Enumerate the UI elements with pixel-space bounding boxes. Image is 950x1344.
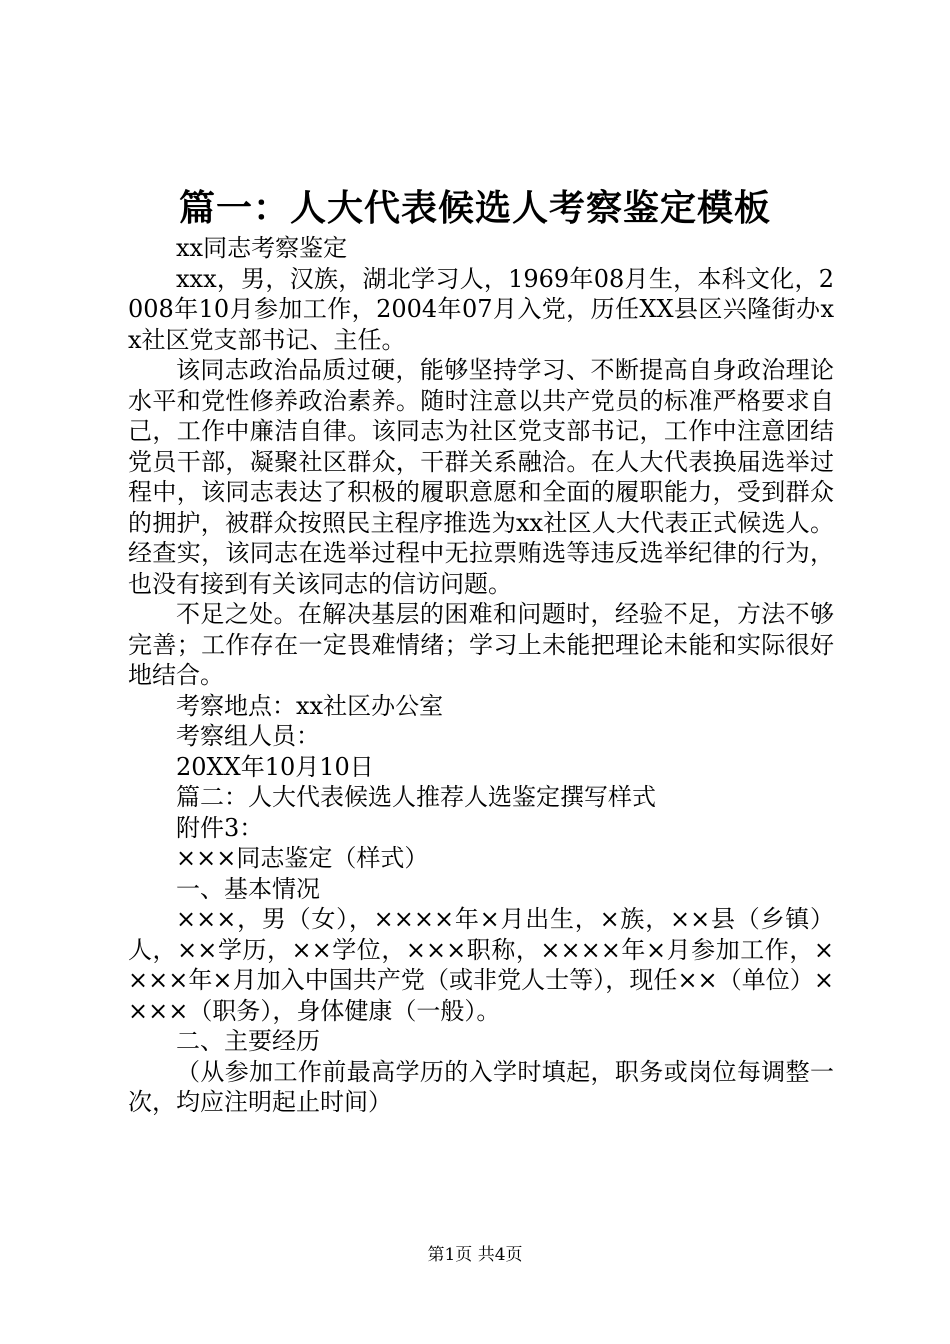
paragraph: 附件3： (176, 813, 264, 842)
paragraph: 篇二：人大代表候选人推荐人选鉴定撰写样式 (176, 783, 656, 811)
paragraph: ×××，男（女），××××年×月出生，×族，××县（乡镇）人，××学历，××学位，×××职称，××××年×月参加工作，××××年×月加入中国共产党（或非党人士等），现任××（单位）××××（职务），身体健康（一般）。 (128, 905, 834, 1025)
paragraph: 20XX年10月10日 (176, 752, 374, 781)
paragraph: 一、基本情况 (176, 874, 320, 903)
paragraph: 二、主要经历 (176, 1027, 320, 1055)
document-body (128, 233, 834, 1118)
paragraph: 考察组人员： (176, 722, 320, 750)
document-title: 篇一：人大代表候选人考察鉴定模板 (178, 187, 771, 229)
paragraph: 不足之处。在解决基层的困难和问题时，经验不足，方法不够完善；工作存在一定畏难情绪；学习上未能把理论未能和实际很好地结合。 (128, 600, 834, 689)
paragraph: ×××同志鉴定（样式） (176, 844, 429, 872)
page-number: 第1页 共4页 (427, 1245, 523, 1265)
paragraph: xx同志考察鉴定 (176, 234, 348, 262)
paragraph: 该同志政治品质过硬，能够坚持学习、不断提高自身政治理论水平和党性修养政治素养。随时注意以共产党员的标准严格要求自己，工作中廉洁自律。该同志为社区党支部书记，工作中注意团结党员干部，凝聚社区群众，干群关系融洽。在人大代表换届选举过程中，该同志表达了积极的履职意愿和全面的履职能力，受到群众的拥护，被群众按照民主程序推选为xx社区人大代表正式候选人。经查实，该同志在选举过程中无拉票贿选等违反选举纪律的行为，也没有接到有关该同志的信访问题。 (128, 356, 834, 598)
paragraph: 考察地点：xx社区办公室 (176, 691, 444, 720)
paragraph: xxx，男，汉族，湖北学习人，1969年08月生，本科文化，2008年10月参加工作，2004年07月入党，历任XX县区兴隆街办xx社区党支部书记、主任。 (128, 264, 834, 354)
paragraph: （从参加工作前最高学历的入学时填起，职务或岗位每调整一次，均应注明起止时间） (128, 1057, 834, 1116)
